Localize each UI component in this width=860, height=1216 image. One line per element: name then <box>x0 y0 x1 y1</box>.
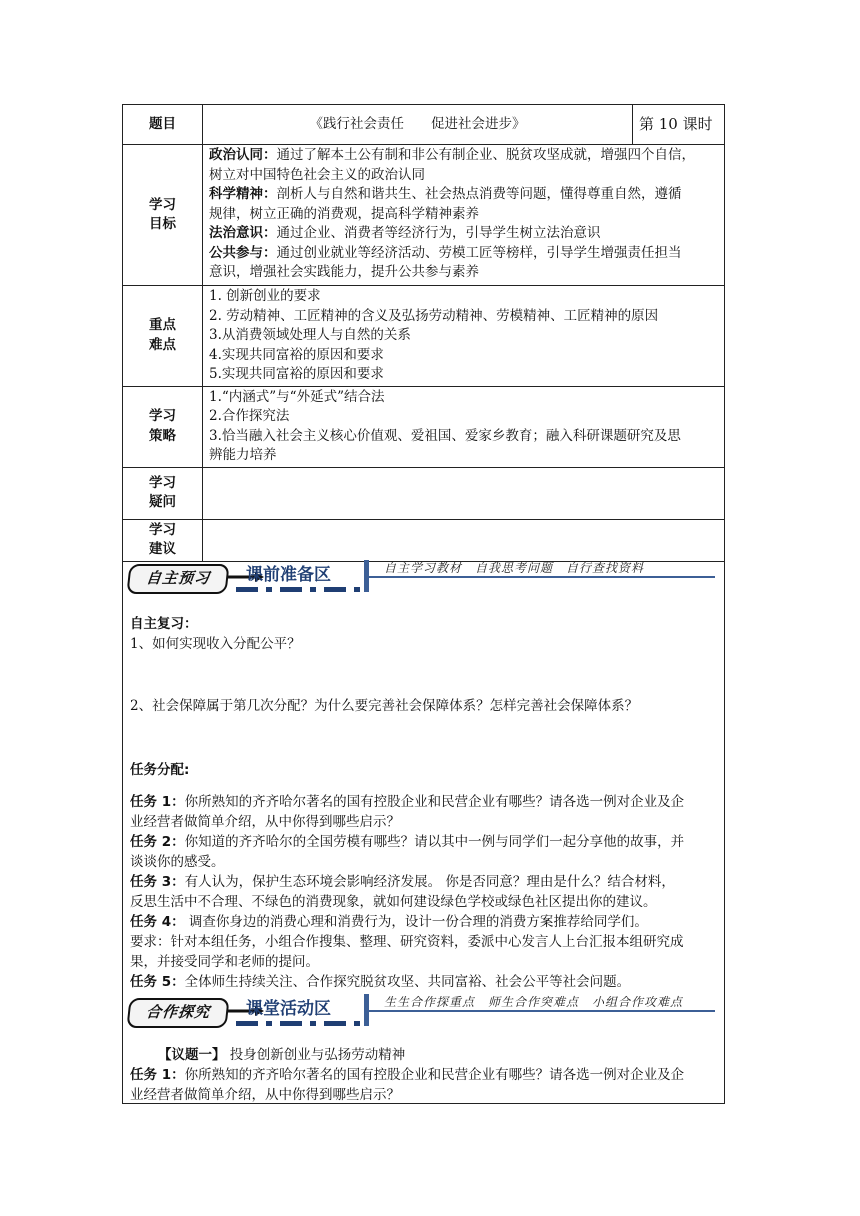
questions-field[interactable] <box>203 467 725 519</box>
lesson-period: 第 10 课时 <box>633 105 725 145</box>
topic-one-heading: 【议题一】 投身创新创业与弘扬劳动精神 <box>158 1047 406 1063</box>
advice-field[interactable] <box>203 519 725 561</box>
advice-label: 学习 建议 <box>123 519 203 561</box>
learning-strategies: 1.“内涵式”与“外延式”结合法 2.合作探究法 3.恰当融入社会主义核心价值观、爱祖国、爱家乡教育；融入科研课题研究及思 辨能力培养 <box>203 386 725 467</box>
task-4: 任务 4： 调查你身边的消费心理和消费行为，设计一份合理的消费方案推荐给同学们。 <box>130 914 648 930</box>
review-heading: 自主复习： <box>130 616 198 632</box>
topic-one <box>130 1045 722 1105</box>
preview-banner <box>128 560 728 596</box>
dashed-underline <box>236 587 366 592</box>
zone-title: 课前准备区 <box>246 565 331 585</box>
key-points-label: 重点 难点 <box>123 286 203 387</box>
self-review-q2 <box>130 696 722 716</box>
task-2: 任务 2：你知道的齐齐哈尔的全国劳模有哪些？请以其中一例与同学们一起分享他的故事，并 <box>130 834 685 850</box>
classroom-banner <box>128 994 728 1030</box>
self-review <box>130 614 722 654</box>
task-2-cont: 谈谈你的感受。 <box>130 854 225 870</box>
banner-line <box>369 576 715 578</box>
dashed-underline <box>236 1021 366 1026</box>
learning-goals: 政治认同：通过了解本土公有制和非公有制企业、脱贫攻坚成就，增强四个自信， 树立对中国特色社会主义的政治认同 科学精神：剖析人与自然和谐共生、社会热点消费等问题，懂得尊重自然，遵循 规律，树立正确的消费观，提高科学精神素养 法治意识：通过企业、消费者等经济行为，引导学生树立法治意识 公共参与：通过创业就业等经济活动、劳模工匠等榜样，引导学生增强责任担当 意识，增强社会实践能力，提升公共参与素养 <box>203 145 725 286</box>
task-3-cont: 反思生活中不合理、不绿色的消费现象，就如何建设绿色学校或绿色社区提出你的建议。 <box>130 894 657 910</box>
lesson-title: 《践行社会责任 促进社会进步》 <box>203 105 633 145</box>
task-3: 任务 3：有人认为，保护生态环境会影响经济发展。 你是否同意？理由是什么？结合材料， <box>130 874 675 890</box>
task-5: 任务 5：全体师生持续关注、合作探究脱贫攻坚、共同富裕、社会公平等社会问题。 <box>130 974 631 990</box>
task-requirement-cont: 果，并接受同学和老师的提问。 <box>130 954 319 970</box>
review-question-2: 2、社会保障属于第几次分配？为什么要完善社会保障体系？怎样完善社会保障体系？ <box>130 698 639 714</box>
task-1: 任务 1：你所熟知的齐齐哈尔著名的国有控股企业和民营企业有哪些？请各选一例对企业及企 <box>130 794 685 810</box>
strategy-label: 学习 策略 <box>123 386 203 467</box>
task-1-cont: 业经营者做简单介绍，从中你得到哪些启示？ <box>130 814 400 830</box>
key-points: 1. 创新创业的要求 2. 劳动精神、工匠精神的含义及弘扬劳动精神、劳模精神、工匠精神的原因 3.从消费领域处理人与自然的关系 4.实现共同富裕的原因和要求 5.实现共同富裕的原因和要求 <box>203 286 725 387</box>
task-assignments <box>130 760 722 992</box>
questions-label: 学习 疑问 <box>123 467 203 519</box>
topic-one-task-1-cont: 业经营者做简单介绍，从中你得到哪些启示？ <box>130 1087 400 1103</box>
preview-badge: 自主预习 <box>126 564 229 594</box>
zone-title: 课堂活动区 <box>246 999 331 1019</box>
tasks-heading: 任务分配: <box>130 762 190 778</box>
classroom-badge: 合作探究 <box>126 998 229 1028</box>
banner-slogan: 生生合作探重点 师生合作突难点 小组合作攻难点 <box>384 995 684 1009</box>
lesson-info-table <box>122 104 725 562</box>
banner-line <box>369 1010 715 1012</box>
task-requirement: 要求：针对本组任务，小组合作搜集、整理、研究资料，委派中心发言人上台汇报本组研究成 <box>130 934 684 950</box>
topic-one-task-1: 任务 1：你所熟知的齐齐哈尔著名的国有控股企业和民营企业有哪些？请各选一例对企业及企 <box>130 1067 685 1083</box>
banner-slogan: 自主学习教材 自我思考问题 自行查找资料 <box>384 561 645 575</box>
review-question-1: 1、如何实现收入分配公平？ <box>130 636 301 652</box>
title-label: 题目 <box>123 105 203 145</box>
goals-label: 学习 目标 <box>123 145 203 286</box>
